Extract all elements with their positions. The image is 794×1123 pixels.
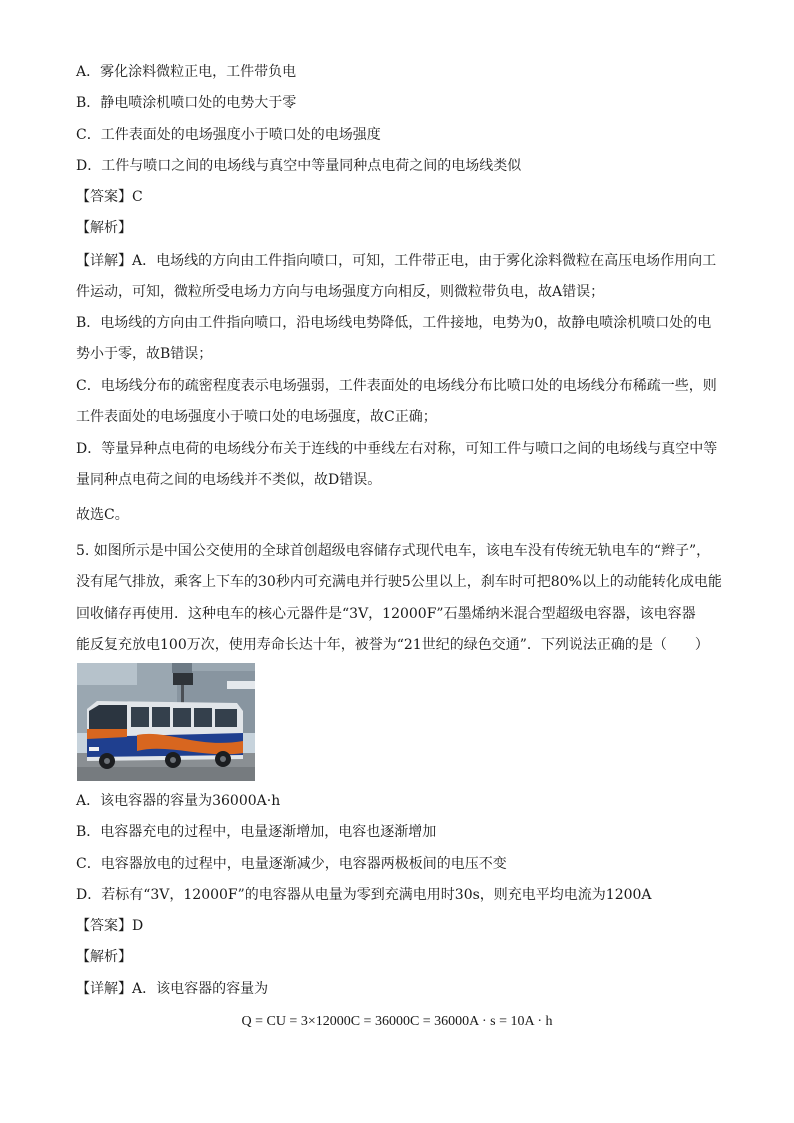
explanation-line: 势小于零，故B错误； xyxy=(76,346,213,362)
explanation-line: 【详解】A．电场线的方向由工件指向喷口，可知，工件带正电，由于雾化涂料微粒在高压电场作用向工 xyxy=(76,253,717,269)
explanation-line: 【详解】A．该电容器的容量为 xyxy=(76,981,269,997)
option-c: C．工件表面处的电场强度小于喷口处的电场强度 xyxy=(76,127,381,143)
analysis-label: 【解析】 xyxy=(76,949,132,965)
explanation-line: D．等量异种点电荷的电场线分布关于连线的中垂线左右对称，可知工件与喷口之间的电场线与真空中等 xyxy=(76,441,718,457)
bus-photo xyxy=(77,663,255,781)
option-a: A．该电容器的容量为36000A·h xyxy=(76,793,281,809)
option-b: B．静电喷涂机喷口处的电势大于零 xyxy=(76,95,297,111)
answer-label: 【答案】C xyxy=(76,189,143,205)
answer-label: 【答案】D xyxy=(76,918,144,934)
explanation-line: 工件表面处的电场强度小于喷口处的电场强度，故C正确； xyxy=(76,409,437,425)
option-d: D．工件与喷口之间的电场线与真空中等量同种点电荷之间的电场线类似 xyxy=(76,158,522,174)
option-b: B．电容器充电的过程中，电量逐渐增加，电容也逐渐增加 xyxy=(76,824,437,840)
question-stem: 5. 如图所示是中国公交使用的全球首创超级电容储存式现代电车，该电车没有传统无轨电车的“辫子”， xyxy=(76,543,711,559)
option-a: A．雾化涂料微粒正电，工件带负电 xyxy=(76,64,297,80)
question-stem: 没有尾气排放，乘客上下车的30秒内可充满电并行驶5公里以上，刹车时可把80%以上的动能转化成电能 xyxy=(76,574,722,590)
explanation-line: 量同种点电荷之间的电场线并不类似，故D错误。 xyxy=(76,472,382,488)
explanation-line: B．电场线的方向由工件指向喷口，沿电场线电势降低，工件接地，电势为0，故静电喷涂机喷口处的电 xyxy=(76,315,712,331)
conclusion: 故选C。 xyxy=(76,507,129,523)
explanation-line: 件运动，可知，微粒所受电场力方向与电场强度方向相反，则微粒带负电，故A错误； xyxy=(76,284,605,300)
explanation-line: C．电场线分布的疏密程度表示电场强弱，工件表面处的电场线分布比喷口处的电场线分布稀疏一些，则 xyxy=(76,378,717,394)
question-stem: 能反复充放电100万次，使用寿命长达十年，被誉为“21世纪的绿色交通”．下列说法正确的是（ ） xyxy=(76,637,709,653)
option-d: D．若标有“3V，12000F”的电容器从电量为零到充满电用时30s，则充电平均电流为1200A xyxy=(76,887,652,903)
question-stem: 回收储存再使用．这种电车的核心元器件是“3V，12000F”石墨烯纳米混合型超级电容器，该电容器 xyxy=(76,606,696,622)
option-c: C．电容器放电的过程中，电量逐渐减少，电容器两极板间的电压不变 xyxy=(76,856,507,872)
analysis-label: 【解析】 xyxy=(76,220,132,236)
capacity-formula: Q = CU = 3×12000C = 36000C = 36000A · s = 10A · h xyxy=(241,1014,553,1029)
